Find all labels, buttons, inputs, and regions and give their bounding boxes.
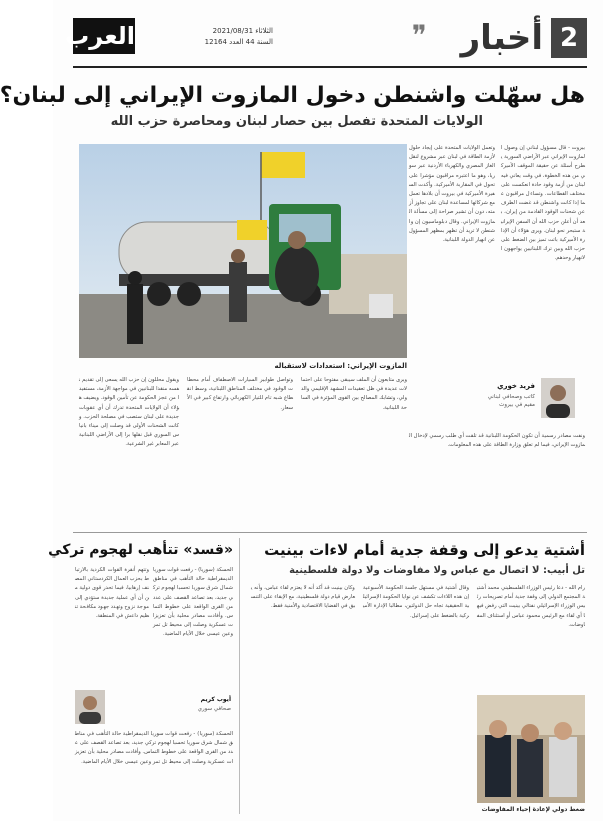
masthead [65, 12, 587, 64]
story-two-column-3 [251, 584, 355, 806]
story-three-column-3-text: الحسكة (سوريا) - رفعت قوات سوريا الديمقراطية حالة التأهب في مناطق شمال شرق سوريا تحسبا لهجوم تركي جديد، بعد تصاعد القصف على عدد من القرى الواقعة على خطوط التماس. وأفادت مصادر محلية بأن تعزيزات عسكرية وصلت إلى محيط تل تمر وعين عيسى خلال الأيام الماضية. [75, 731, 233, 765]
story-three-column-1 [153, 566, 233, 686]
author-portrait-icon [541, 378, 575, 418]
fuel-truck-image [79, 144, 407, 358]
lead-headline: هل سهّلت واشنطن دخول المازوت الإيراني إلى لبنان؟ [0, 83, 585, 108]
lead-column-mid [409, 144, 495, 368]
lead-subhead: الولايات المتحدة تفصل بين حصار لبنان ومحاصرة حزب الله [110, 114, 483, 129]
story-three-author-role: صحافي سوري [197, 706, 231, 712]
story-three-title: «قسد» تتأهب لهجوم تركي [48, 542, 233, 558]
story-three-author-avatar [75, 690, 105, 724]
story-three-author-name: أيوب كريم [200, 696, 231, 703]
issue-date: الثلاثاء 2021/08/31 [212, 27, 273, 35]
lead-column-below-mid [301, 376, 407, 526]
story-two-column-3-text: وكان بينيت قد أكد أنه لا يعتزم لقاء عباس، وأنه يعارض قيام دولة فلسطينية، مع الإبقاء على التنسيق في القضايا الاقتصادية والأمنية فقط. [251, 585, 355, 610]
story-two-photo-caption: ضغط دولي لإعادة إحياء المفاوضات [481, 806, 585, 813]
newspaper-logo: العرب [73, 18, 135, 54]
lead-column-mid-text: وتعمل الولايات المتحدة على إيجاد حلول لأزمة الطاقة في لبنان عبر مشروع لنقل الغاز المصري والكهرباء الأردنية عبر سوريا، وهو ما اعتبره مراقبون مؤشرا على تحول في المقاربة الأميركية. وأكدت السفيرة الأميركية في بيروت أن بلادها تعمل مع شركائها لمساعدة لبنان على تجاوز أزمته، دون أن تشير صراحة إلى مسألة المازوت الإيراني. وقال دبلوماسيون إن واشنطن لا تريد أن تظهر بمظهر المسؤول عن انهيار الدولة اللبنانية. [409, 145, 495, 244]
meeting-image [477, 695, 585, 803]
story-two-subtitle: تل أبيب: لا اتصال مع عباس ولا مفاوضات ولا دولة فلسطينية [289, 565, 585, 576]
page-number: 2 [551, 18, 587, 58]
issue-number: السنة 44 العدد 12164 [204, 38, 273, 46]
section-divider [73, 532, 587, 533]
lead-column-below-right-text: ونفت مصادر رسمية أن تكون الحكومة اللبنانية قد تلقت أي طلب رسمي لإدخال المازوت الإيراني، فيما لم تعلق وزارة الطاقة على هذه المعلومات. [409, 433, 585, 449]
story-three-column-2 [75, 566, 149, 686]
story-two-column-1 [477, 584, 585, 690]
story-two-title: أشتية يدعو إلى وقفة جدية أمام لاءات بينيت [264, 541, 585, 559]
lead-photo [79, 144, 407, 358]
story-two-column-2 [363, 584, 469, 806]
author-avatar [541, 378, 575, 418]
story-two-column-1-text: رام الله - دعا رئيس الوزراء الفلسطيني محمد أشتية المجتمع الدولي إلى وقفة جدية أمام تصريحات رئيس الوزراء الإسرائيلي نفتالي بينيت التي رفض فيها أي لقاء مع الرئيس محمود عباس أو استئناف المفاوضات. [477, 585, 585, 628]
story-three-byline [75, 690, 231, 726]
author-role: كاتب وصحافي لبناني [487, 394, 535, 400]
story-three-column-1-text: الحسكة (سوريا) - رفعت قوات سوريا الديمقراطية حالة التأهب في مناطق شمال شرق سوريا تحسبا لهجوم تركي جديد، بعد تصاعد القصف على عدد من القرى الواقعة على خطوط التماس. وأفادت مصادر محلية بأن تعزيزات عسكرية وصلت إلى محيط تل تمر وعين عيسى خلال الأيام الماضية. [153, 567, 233, 638]
section-title: أخبار [460, 18, 543, 58]
issue-info [143, 26, 273, 48]
author-name: فريد خوري [497, 382, 535, 390]
lead-column-below-left-text: وتواصل طوابير السيارات الاصطفاف أمام محطات الوقود في مختلف المناطق اللبنانية، وسط انقطاع شبه تام للتيار الكهربائي وارتفاع كبير في الأسعار. [187, 377, 293, 411]
story-two-column-2-text: وقال أشتية في مستهل جلسة الحكومة الأسبوعية إن هذه اللاءات تكشف عن نوايا الحكومة الإسرائيلية الحقيقية تجاه حل الدولتين، مطالبا الإدارة الأميركية بالضغط على إسرائيل. [363, 585, 469, 619]
byline-box [473, 372, 575, 426]
lead-column-below-mid-text: ويرى متابعون أن الملف سيبقى مفتوحا على احتمالات عديدة في ظل تعقيدات المشهد الإقليمي والدولي، وتشابك المصالح بين القوى المؤثرة في الساحة اللبنانية. [301, 377, 407, 411]
lead-column-left [79, 376, 179, 526]
column-divider [239, 538, 240, 814]
story-three-column-3 [75, 730, 233, 814]
lead-column-right-text: بيروت - قال مسؤول لبناني إن وصول المازوت الإيراني عبر الأراضي السورية يطرح أسئلة عن حقيقة الموقف الأميركي من هذه الخطوة، في وقت يعاني فيه لبنان من أزمة وقود حادة انعكست على مختلف القطاعات. وتساءل مراقبون عما إذا كانت واشنطن قد غضت الطرف عن شحنات الوقود القادمة من إيران، بعد أن أعلن حزب الله أن السفن الإيرانية ستبحر نحو لبنان. ويرى هؤلاء أن الإدارة الأميركية باتت تميز بين الضغط على حزب الله وبين ترك اللبنانيين يواجهون الانهيار وحدهم. [501, 145, 585, 262]
lead-column-left-text: ويقول محللون إن حزب الله يسعى إلى تقديم نفسه منقذا للبنانيين في مواجهة الأزمة، مستفيدا من عجز الحكومة عن تأمين الوقود. ويضيف هؤلاء أن الولايات المتحدة تدرك أن أي عقوبات جديدة على لبنان ستصب في مصلحة الحزب. وكانت الشحنات الأولى قد وصلت إلى ميناء بانياس السوري قبل نقلها برا إلى الأراضي اللبنانية عبر المعابر غير الشرعية. [79, 377, 179, 448]
lead-column-right [501, 144, 585, 368]
story-three-column-2-text: وتتهم أنقرة القوات الكردية بالارتباط بحزب العمال الكردستاني المصنف إرهابيا، فيما تحذر قوى دولية من أن أي عملية جديدة ستؤدي إلى موجة نزوح وتهدد جهود مكافحة تنظيم داعش في المنطقة. [75, 567, 149, 620]
lead-column-below-right [409, 432, 585, 526]
lead-photo-caption: المازوت الإيراني: استعدادات لاستقباله [274, 362, 407, 370]
story-two-photo [477, 695, 585, 803]
author-portrait-icon [75, 690, 105, 724]
lead-column-below-left [187, 376, 293, 526]
quote-mark-icon: ❞ [411, 19, 427, 52]
author-location: مقيم في بيروت [499, 402, 535, 408]
masthead-rule [73, 66, 587, 68]
